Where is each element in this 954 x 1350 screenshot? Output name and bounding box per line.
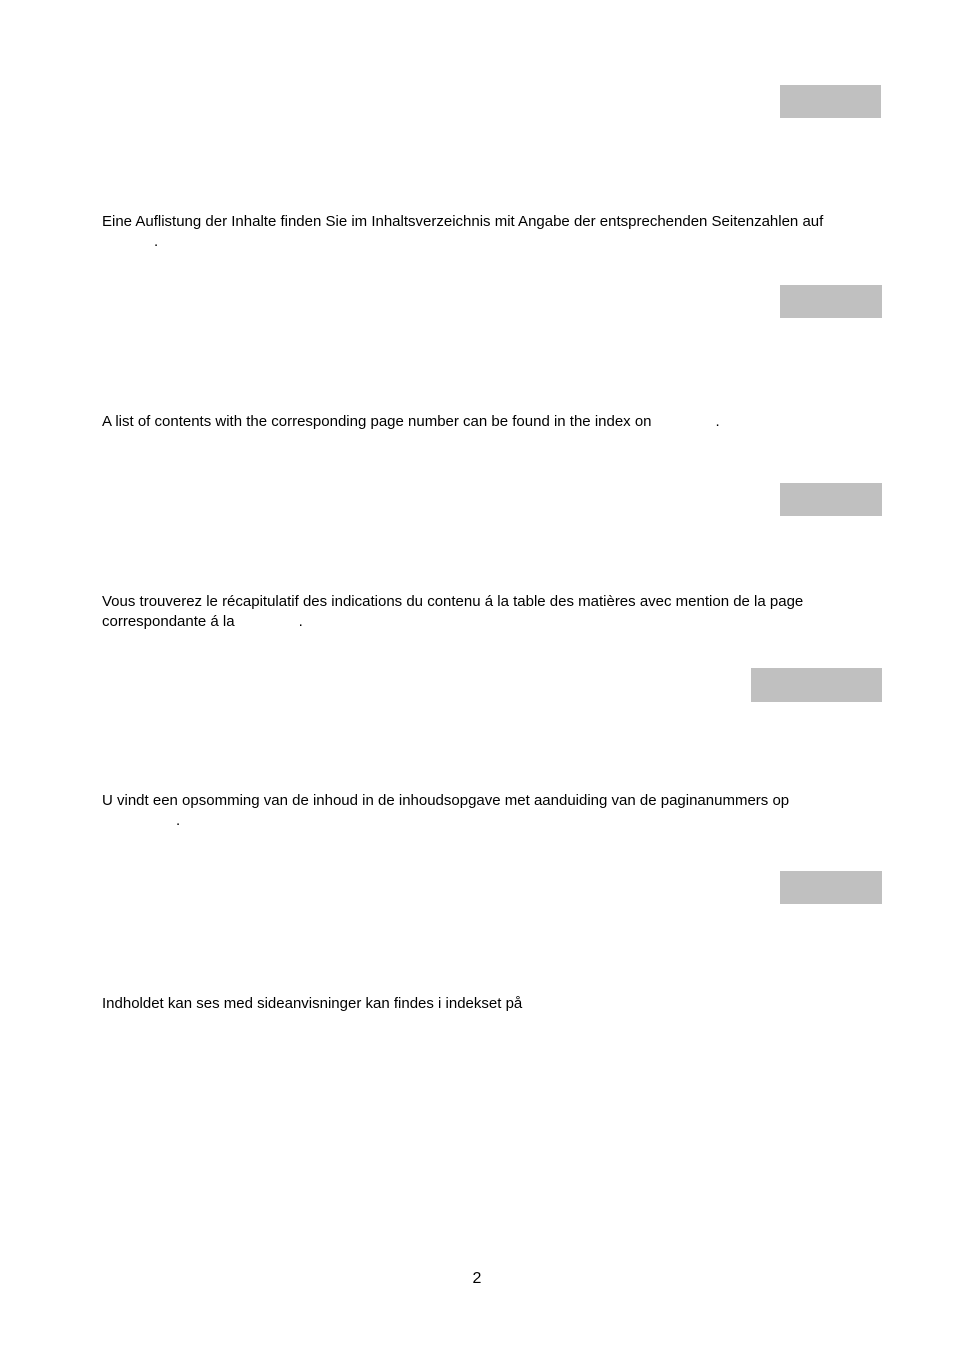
paragraph-de-line-2-wrap <box>102 232 892 252</box>
paragraph-fr-period: . <box>298 612 303 630</box>
section-header-box-nl <box>751 668 882 702</box>
paragraph-de <box>102 212 892 251</box>
section-header-box-fr <box>780 483 882 516</box>
paragraph-da <box>102 994 892 1014</box>
paragraph-fr-line-2-wrap <box>102 612 892 632</box>
section-header-box-en <box>780 285 882 318</box>
paragraph-nl-line-1: U vindt een opsomming van de inhoud in de inhoudsopgave met aanduiding van de paginanummers op <box>102 792 790 809</box>
paragraph-en-line-1-wrap <box>102 412 892 432</box>
paragraph-de-line-2: . <box>154 232 159 250</box>
paragraph-nl <box>102 791 892 830</box>
page-number: 2 <box>472 1270 482 1287</box>
section-header-box-de <box>780 85 881 118</box>
paragraph-fr-line-1: Vous trouverez le récapitulatif des indications du contenu á la table des matières avec mention de la page <box>102 593 804 610</box>
paragraph-nl-line-2: . <box>176 811 181 829</box>
paragraph-fr-line-2: correspondante á la <box>102 612 235 630</box>
paragraph-en-line-1: A list of contents with the corresponding page number can be found in the index on <box>102 413 652 430</box>
paragraph-en-period: . <box>715 413 720 430</box>
paragraph-en <box>102 412 892 432</box>
paragraph-da-line-1: Indholdet kan ses med sideanvisninger kan findes i indekset på <box>102 995 523 1012</box>
paragraph-nl-line-2-wrap <box>102 811 892 831</box>
section-header-box-da <box>780 871 882 904</box>
paragraph-de-line-1: Eine Auflistung der Inhalte finden Sie im Inhaltsverzeichnis mit Angabe der entsprechenden Seitenzahlen auf <box>102 213 824 230</box>
paragraph-fr <box>102 592 892 631</box>
